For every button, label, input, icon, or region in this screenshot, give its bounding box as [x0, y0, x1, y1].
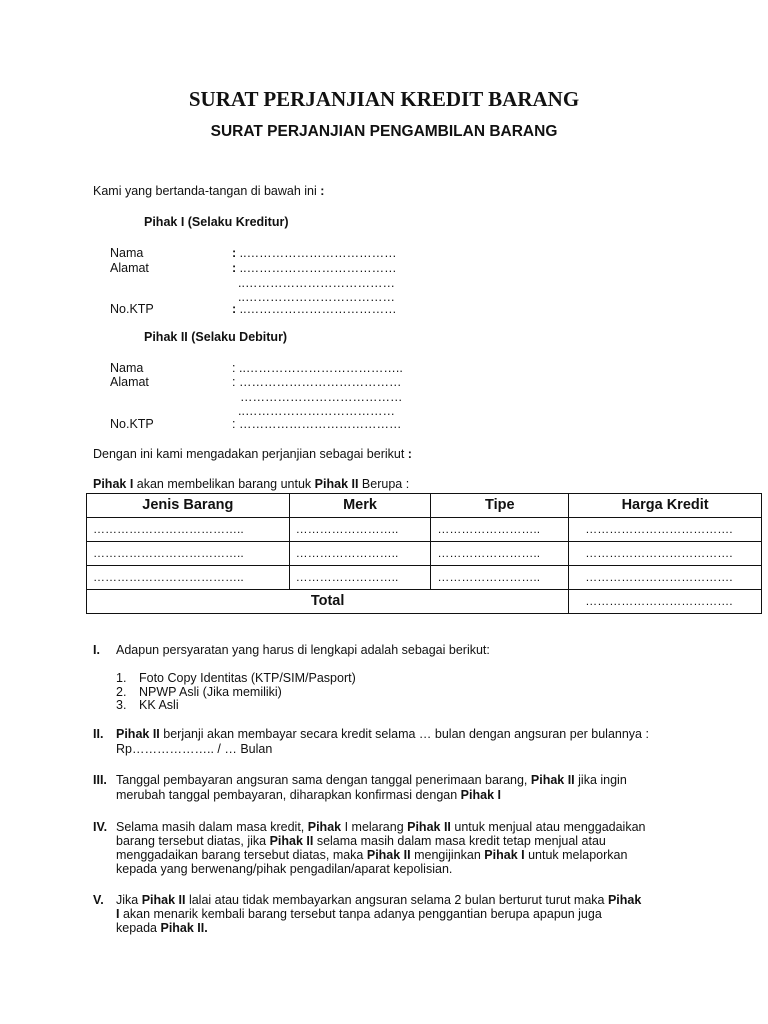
intro-text: Kami yang bertanda-tangan di bawah ini — [93, 184, 317, 198]
agreement-intro — [93, 447, 412, 462]
total-label: Total — [87, 590, 569, 614]
clause-2-line-2: Rp……………….. / … Bulan — [116, 742, 273, 756]
clause-3-text-3: merubah tanggal pembayaran, diharapkan konfirmasi dengan — [116, 788, 461, 802]
table-cell: …………………….. — [431, 566, 569, 590]
purchase-line — [93, 477, 409, 492]
list-item-number: 1. — [116, 671, 127, 685]
pihak2-alamat-label: Alamat — [110, 375, 149, 389]
pihak1-nama-value: ..……………………………… — [239, 246, 397, 260]
pihak2-alamat-value-1: ………………………………… — [238, 375, 402, 389]
clause-1-number: I. — [93, 643, 100, 657]
clause-4-line-4: kepada yang berwenang/pihak pengadilan/aparat kepolisian. — [116, 862, 453, 876]
clause-4-text-4: barang tersebut diatas, jika — [116, 834, 270, 848]
pihak2-nama-label: Nama — [110, 361, 144, 375]
table-cell: …………………….. — [289, 566, 431, 590]
list-item-number: 2. — [116, 685, 127, 699]
clause-4-pihak-a: Pihak — [307, 820, 342, 834]
list-item: Foto Copy Identitas (KTP/SIM/Pasport) — [139, 671, 356, 685]
pihak2-alamat-value-3: ..……………………………… — [238, 404, 395, 418]
colon: : — [232, 246, 237, 260]
clause-2-text: berjanji akan membayar secara kredit selama … bulan dengan angsuran per bulannya : — [159, 727, 649, 741]
clause-2-pihak: Pihak II — [116, 727, 160, 741]
pihak1-heading: Pihak I (Selaku Kreditur) — [144, 215, 289, 229]
pihak2-ktp-field — [232, 417, 401, 432]
intro-line — [93, 184, 324, 199]
column-header-jenis-barang: Jenis Barang — [87, 494, 290, 518]
pihak1-alamat-value-3: ..……………………………… — [238, 290, 395, 304]
pihak2-alamat-value-2: ………………………………… — [240, 390, 403, 404]
pihak2-nama-field — [232, 361, 403, 376]
agreement-intro-colon: : — [407, 447, 412, 461]
clause-4-pihak-c: Pihak II — [269, 834, 314, 848]
table-cell: …………………….. — [431, 518, 569, 542]
clause-4-text-2: I melarang — [341, 820, 408, 834]
clause-3-number: III. — [93, 773, 107, 787]
pihak2-nama-value: ..……………………………….. — [238, 361, 403, 375]
clause-4-text-5: selama masih dalam masa kredit tetap menjual atau — [313, 834, 606, 848]
table-cell: ………………………………. — [569, 542, 762, 566]
clause-4-pihak-e: Pihak I — [484, 848, 525, 862]
table-cell: ……………………………….. — [87, 566, 290, 590]
purchase-pihak2: Pihak II — [314, 477, 359, 491]
colon: : — [232, 361, 236, 375]
purchase-mid: akan membelikan barang untuk — [133, 477, 315, 491]
clause-4-pihak-d: Pihak II — [366, 848, 411, 862]
clause-4-text-1: Selama masih dalam masa kredit, — [116, 820, 308, 834]
purchase-pihak1: Pihak I — [93, 477, 134, 491]
clause-5-pihak-a: Pihak II — [141, 893, 186, 907]
document-subtitle: SURAT PERJANJIAN PENGAMBILAN BARANG — [210, 123, 558, 140]
clause-4-number: IV. — [93, 820, 108, 834]
table-cell: …………………….. — [289, 518, 431, 542]
clause-5-text-1: Jika — [116, 893, 142, 907]
clause-5-text-2: lalai atau tidak membayarkan angsuran selama 2 bulan berturut turut maka — [185, 893, 608, 907]
intro-colon: : — [320, 184, 325, 198]
column-header-harga-kredit: Harga Kredit — [569, 494, 762, 518]
pihak1-ktp-field — [232, 302, 397, 317]
pihak1-nama-field — [232, 246, 397, 261]
pihak1-ktp-label: No.KTP — [110, 302, 154, 316]
table-header-row — [87, 494, 762, 518]
document-title: SURAT PERJANJIAN KREDIT BARANG — [188, 87, 580, 111]
purchase-end: Berupa : — [358, 477, 410, 491]
clause-5-pihak-b-num: I — [116, 907, 120, 921]
clause-3-line-1 — [116, 773, 627, 788]
table-row — [87, 542, 762, 566]
clause-3-text-2: jika ingin — [574, 773, 627, 787]
clause-5-pihak-b: Pihak — [607, 893, 642, 907]
clause-5-text-3: akan menarik kembali barang tersebut tanpa adanya penggantian berupa apapun juga — [119, 907, 602, 921]
clause-4-text-6: menggadaikan barang tersebut diatas, maka — [116, 848, 367, 862]
list-item: KK Asli — [139, 698, 179, 712]
table-cell: …………………….. — [431, 542, 569, 566]
colon: : — [232, 417, 236, 431]
clause-3-pihak-2: Pihak II — [530, 773, 575, 787]
clause-4-line-1 — [116, 820, 646, 835]
table-cell: ……………………………….. — [87, 518, 290, 542]
table-total-row — [87, 590, 762, 614]
table-cell: …………………….. — [289, 542, 431, 566]
list-item: NPWP Asli (Jika memiliki) — [139, 685, 282, 699]
column-header-tipe: Tipe — [431, 494, 569, 518]
pihak1-nama-label: Nama — [110, 246, 144, 260]
clause-1-text: Adapun persyaratan yang harus di lengkapi adalah sebagai berikut: — [116, 643, 490, 657]
clause-2-line-1 — [116, 727, 649, 742]
table-row — [87, 566, 762, 590]
colon: : — [232, 261, 237, 275]
table-cell: ………………………………. — [569, 566, 762, 590]
clause-3-text-1: Tanggal pembayaran angsuran sama dengan tanggal penerimaan barang, — [116, 773, 531, 787]
clause-4-text-8: untuk melaporkan — [524, 848, 628, 862]
pihak2-alamat-field — [232, 375, 401, 390]
pihak1-alamat-field — [232, 261, 397, 276]
colon: : — [232, 302, 237, 316]
clause-5-line-1 — [116, 893, 641, 908]
pihak2-heading: Pihak II (Selaku Debitur) — [144, 330, 288, 344]
clause-5-number: V. — [93, 893, 104, 907]
clause-5-text-4: kepada — [116, 921, 161, 935]
pihak2-ktp-value: ………………………………… — [238, 417, 402, 431]
table-cell: ……………………………….. — [87, 542, 290, 566]
table-cell: ………………………………. — [569, 518, 762, 542]
pihak1-alamat-label: Alamat — [110, 261, 149, 275]
column-header-merk: Merk — [289, 494, 431, 518]
list-item-number: 3. — [116, 698, 127, 712]
pihak2-ktp-label: No.KTP — [110, 417, 154, 431]
goods-table — [86, 493, 762, 614]
table-row — [87, 518, 762, 542]
clause-4-line-3 — [116, 848, 627, 863]
clause-5-pihak-c: Pihak II. — [160, 921, 208, 935]
pihak1-alamat-value-2: ..……………………………… — [238, 276, 395, 290]
clause-5-line-2 — [116, 907, 602, 922]
total-value: ………………………………. — [569, 590, 762, 614]
clause-5-line-3 — [116, 921, 208, 936]
clause-2-number: II. — [93, 727, 104, 741]
colon: : — [232, 375, 236, 389]
clause-4-pihak-b: Pihak II — [407, 820, 451, 834]
clause-4-text-3: untuk menjual atau menggadaikan — [450, 820, 646, 834]
clause-3-pihak-1: Pihak I — [460, 788, 501, 802]
clause-3-line-2 — [116, 788, 501, 803]
clause-4-line-2 — [116, 834, 606, 849]
clause-4-text-7: mengijinkan — [410, 848, 485, 862]
pihak1-alamat-value-1: ..……………………………… — [239, 261, 397, 275]
agreement-intro-text: Dengan ini kami mengadakan perjanjian sebagai berikut — [93, 447, 405, 461]
pihak1-ktp-value: ..……………………………… — [239, 302, 397, 316]
